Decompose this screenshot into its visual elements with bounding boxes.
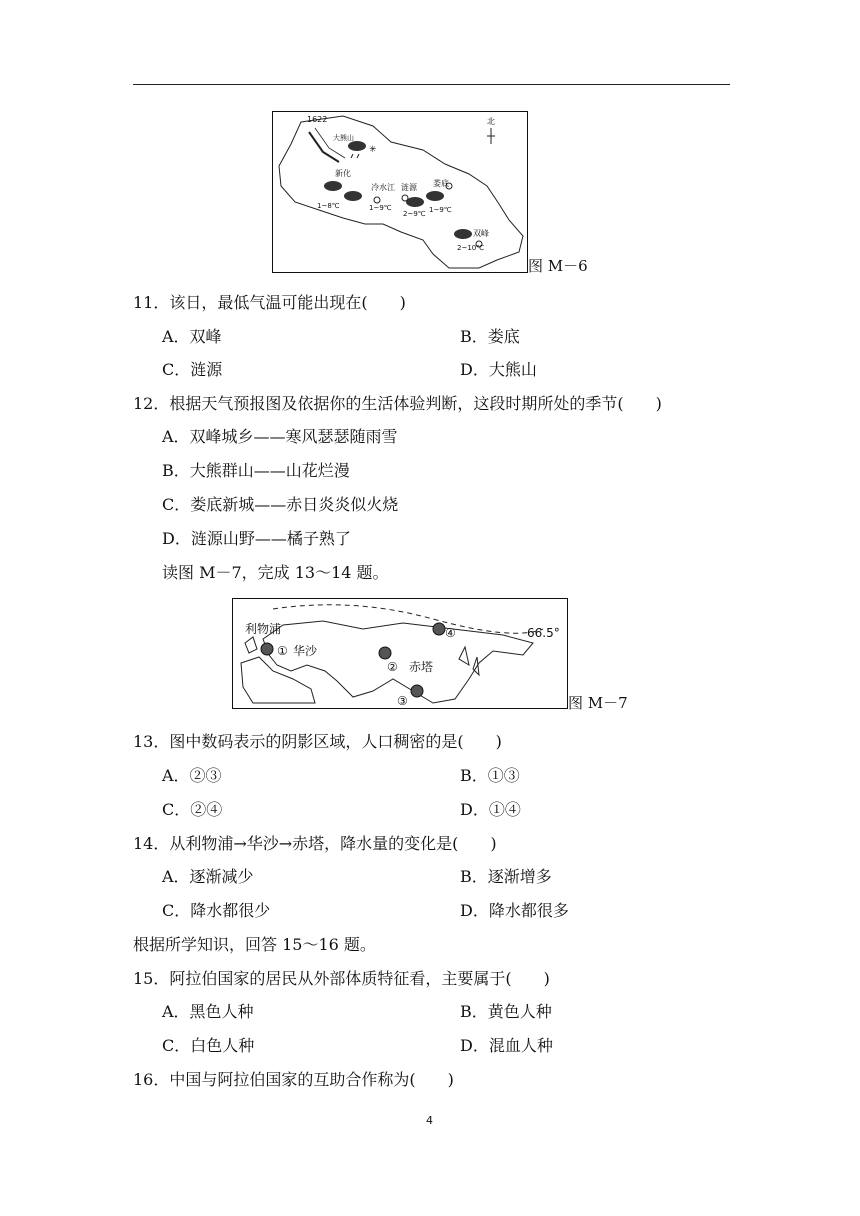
q14-option-c: C．降水都很少 [162, 901, 271, 920]
marker-3: ③ [397, 694, 408, 708]
q15-option-d: D．混血人种 [460, 1036, 553, 1055]
town-temp: 2~10℃ [457, 244, 485, 252]
question-12: 12．根据天气预报图及依据你的生活体验判断，这段时期所处的季节( ) [133, 394, 662, 413]
town-temp: 1~9℃ [369, 204, 392, 212]
town-temp: 2~9℃ [403, 210, 426, 218]
question-16: 16．中国与阿拉伯国家的互助合作称为( ) [133, 1070, 454, 1089]
rain-cloud-icon [348, 141, 366, 158]
shaded-region [411, 685, 423, 697]
snow-icon: ✳ [369, 145, 377, 155]
q14-option-b: B．逐渐增多 [460, 867, 552, 886]
q13-option-b: B．①③ [460, 766, 520, 785]
q15-option-a: A．黑色人种 [162, 1002, 254, 1021]
eurasia-map-figure [232, 598, 568, 709]
question-14: 14．从利物浦→华沙→赤塔，降水量的变化是( ) [133, 834, 497, 853]
q11-option-a: A．双峰 [162, 327, 222, 346]
marker-4: ④ [445, 626, 456, 640]
weather-map-figure [272, 111, 528, 273]
figure-caption: 图 M－7 [568, 694, 628, 712]
shaded-region [379, 647, 391, 659]
q12-option-d: D．涟源山野——橘子熟了 [162, 529, 351, 548]
shaded-region [433, 623, 445, 635]
town-temp: 1~8℃ [317, 202, 340, 210]
north-arrow-icon [487, 128, 495, 144]
header-rule [133, 84, 730, 85]
city-label: 华沙 [293, 644, 318, 658]
q12-option-c: C．娄底新城——赤日炎炎似火烧 [162, 495, 399, 514]
instruction-13-14: 读图 M－7，完成 13～14 题。 [162, 563, 389, 582]
instruction-15-16: 根据所学知识，回答 15～16 题。 [133, 935, 376, 954]
town-label: 娄底 [433, 179, 449, 188]
q15-option-b: B．黄色人种 [460, 1002, 552, 1021]
city-label: 赤塔 [409, 660, 434, 674]
marker-2: ② [387, 660, 398, 674]
rain-cloud-icon [324, 181, 362, 201]
mountain-label: 大熊山 [333, 134, 354, 142]
city-label: 利物浦 [245, 622, 282, 636]
q15-option-c: C．白色人种 [162, 1036, 255, 1055]
marker-1: ① [277, 644, 288, 658]
q12-option-b: B．大熊群山——山花烂漫 [162, 461, 350, 480]
shaded-region [261, 643, 273, 655]
q11-option-b: B．娄底 [460, 327, 520, 346]
town-label: 新化 [335, 169, 351, 178]
q14-option-a: A．逐渐减少 [162, 867, 254, 886]
question-11: 11．该日，最低气温可能出现在( ) [133, 293, 406, 312]
q13-option-a: A．②③ [162, 766, 222, 785]
north-label: 北 [487, 117, 495, 126]
latitude-label: 66.5° [527, 626, 560, 640]
question-15: 15．阿拉伯国家的居民从外部体质特征看，主要属于( ) [133, 969, 550, 988]
q13-option-d: D．①④ [460, 800, 521, 819]
q13-option-c: C．②④ [162, 800, 223, 819]
eurasia-map [233, 599, 567, 708]
q14-option-d: D．降水都很多 [460, 901, 569, 920]
figure-caption: 图 M－6 [528, 257, 588, 275]
town-label: 双峰 [473, 229, 489, 238]
town-label: 冷水江 [371, 183, 395, 192]
q11-option-d: D．大熊山 [460, 360, 537, 379]
q12-option-a: A．双峰城乡——寒风瑟瑟随雨雪 [162, 427, 398, 446]
question-13: 13．图中数码表示的阴影区域，人口稠密的是( ) [133, 732, 502, 751]
town-label: 涟源 [401, 183, 417, 192]
weather-map [273, 112, 527, 272]
town-temp: 1~9℃ [429, 206, 452, 214]
page-number: 4 [426, 1114, 433, 1127]
cold-front-label: 1622 [307, 115, 328, 124]
q11-option-c: C．涟源 [162, 360, 223, 379]
